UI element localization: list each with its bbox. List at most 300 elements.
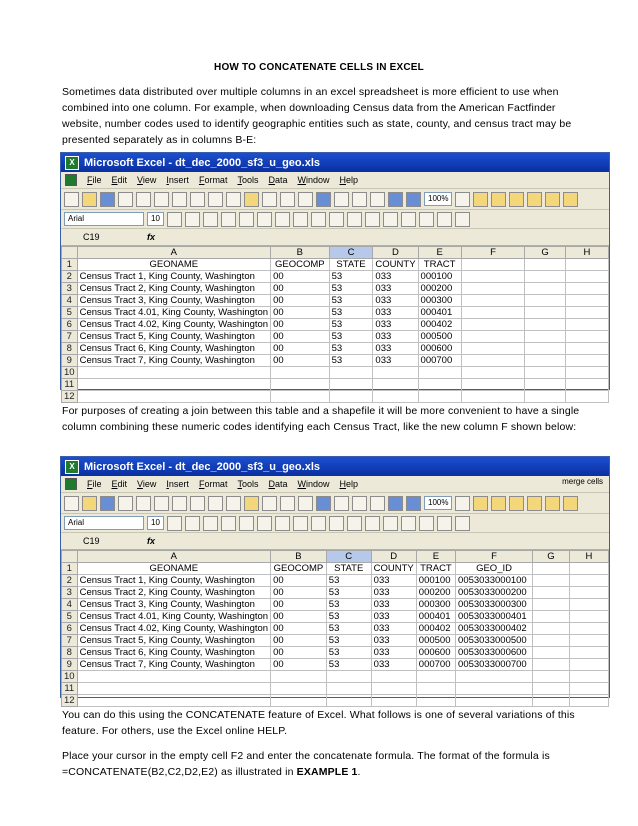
tract-cell[interactable]: 000600 — [418, 343, 461, 355]
menu-view[interactable]: View — [137, 175, 157, 185]
county-cell[interactable]: 033 — [371, 599, 416, 611]
empty-cell[interactable] — [533, 587, 570, 599]
help-icon[interactable] — [455, 192, 470, 207]
column-header-h[interactable]: H — [565, 247, 608, 259]
county-cell[interactable]: 033 — [371, 611, 416, 623]
row-header[interactable]: 1 — [62, 563, 78, 575]
empty-cell[interactable] — [525, 295, 566, 307]
increase-decimal-icon[interactable] — [347, 516, 362, 531]
geocomp-cell[interactable]: 00 — [271, 283, 330, 295]
tract-cell[interactable]: 000402 — [416, 623, 455, 635]
menu-help[interactable]: Help — [339, 175, 359, 185]
geocomp-cell[interactable]: 00 — [271, 331, 330, 343]
empty-cell[interactable] — [565, 283, 608, 295]
empty-cell[interactable] — [533, 635, 570, 647]
row-header[interactable]: 6 — [62, 623, 78, 635]
empty-cell[interactable] — [416, 683, 455, 695]
new-icon[interactable] — [64, 496, 79, 511]
geoname-cell[interactable]: Census Tract 1, King County, Washington — [77, 575, 271, 587]
save-icon[interactable] — [100, 192, 115, 207]
select-all-corner[interactable] — [62, 247, 78, 259]
state-cell[interactable]: 53 — [329, 283, 373, 295]
comma-icon[interactable] — [329, 516, 344, 531]
folder-icon[interactable] — [563, 496, 578, 511]
geocomp-cell[interactable]: 00 — [271, 575, 327, 587]
chart-wizard-icon[interactable] — [388, 496, 403, 511]
row-header[interactable]: 2 — [62, 575, 78, 587]
state-cell[interactable]: 53 — [329, 331, 373, 343]
geoname-cell[interactable]: Census Tract 4.02, King County, Washington — [77, 623, 271, 635]
save-icon[interactable] — [100, 496, 115, 511]
print-icon[interactable] — [154, 496, 169, 511]
autosum-icon[interactable] — [334, 496, 349, 511]
column-header-h[interactable]: H — [569, 551, 608, 563]
column-title-cell[interactable]: GEO_ID — [456, 563, 533, 575]
empty-cell[interactable] — [271, 695, 327, 707]
empty-cell[interactable] — [565, 331, 608, 343]
empty-cell[interactable] — [525, 355, 566, 367]
increase-decimal-icon[interactable] — [347, 212, 362, 227]
empty-cell[interactable] — [461, 355, 525, 367]
font-size-select[interactable]: 10 — [147, 516, 164, 530]
geo-id-cell[interactable]: 0053033000401 — [456, 611, 533, 623]
geo-id-cell[interactable]: 0053033000700 — [456, 659, 533, 671]
menu-help[interactable]: Help — [339, 479, 359, 489]
empty-cell[interactable] — [525, 379, 566, 391]
empty-cell[interactable] — [461, 343, 525, 355]
county-cell[interactable]: 033 — [373, 283, 418, 295]
column-header-d[interactable]: D — [373, 247, 418, 259]
borders-icon[interactable] — [419, 212, 434, 227]
empty-cell[interactable] — [533, 683, 570, 695]
select-all-corner[interactable] — [62, 551, 78, 563]
row-header[interactable]: 2 — [62, 271, 78, 283]
state-cell[interactable]: 53 — [326, 599, 371, 611]
geoname-cell[interactable]: Census Tract 3, King County, Washington — [77, 599, 271, 611]
county-cell[interactable]: 033 — [371, 575, 416, 587]
empty-cell[interactable] — [271, 379, 330, 391]
column-header-d[interactable]: D — [371, 551, 416, 563]
open-icon[interactable] — [82, 496, 97, 511]
empty-cell[interactable] — [77, 391, 271, 403]
empty-cell[interactable] — [461, 391, 525, 403]
tract-cell[interactable]: 000200 — [418, 283, 461, 295]
menu-file[interactable]: File — [87, 175, 102, 185]
empty-cell[interactable] — [456, 671, 533, 683]
spelling-icon[interactable] — [190, 496, 205, 511]
geoname-cell[interactable]: Census Tract 7, King County, Washington — [77, 355, 271, 367]
row-header[interactable]: 4 — [62, 599, 78, 611]
empty-cell[interactable] — [418, 391, 461, 403]
folder-icon[interactable] — [509, 192, 524, 207]
geo-id-cell[interactable]: 0053033000402 — [456, 623, 533, 635]
state-cell[interactable]: 53 — [326, 611, 371, 623]
empty-cell[interactable] — [418, 367, 461, 379]
empty-cell[interactable] — [329, 379, 373, 391]
format-painter-icon[interactable] — [262, 192, 277, 207]
county-cell[interactable]: 033 — [371, 647, 416, 659]
geoname-cell[interactable]: Census Tract 3, King County, Washington — [77, 295, 271, 307]
geocomp-cell[interactable]: 00 — [271, 271, 330, 283]
empty-cell[interactable] — [569, 659, 608, 671]
state-cell[interactable]: 53 — [329, 319, 373, 331]
empty-cell[interactable] — [329, 367, 373, 379]
fx-icon[interactable]: fx — [147, 232, 156, 242]
geocomp-cell[interactable]: 00 — [271, 623, 327, 635]
decrease-decimal-icon[interactable] — [365, 212, 380, 227]
state-cell[interactable]: 53 — [326, 635, 371, 647]
copy-icon[interactable] — [226, 496, 241, 511]
tract-cell[interactable]: 000300 — [416, 599, 455, 611]
zoom-select[interactable]: 100% — [424, 192, 452, 206]
row-header[interactable]: 8 — [62, 647, 78, 659]
decrease-indent-icon[interactable] — [383, 516, 398, 531]
underline-icon[interactable] — [203, 212, 218, 227]
folder-icon[interactable] — [473, 496, 488, 511]
county-cell[interactable]: 033 — [371, 659, 416, 671]
menu-format[interactable]: Format — [198, 479, 228, 489]
geoname-cell[interactable]: Census Tract 5, King County, Washington — [77, 635, 271, 647]
geocomp-cell[interactable]: 00 — [271, 355, 330, 367]
menu-window[interactable]: Window — [297, 175, 330, 185]
column-header-g[interactable]: G — [525, 247, 566, 259]
font-color-icon[interactable] — [455, 516, 470, 531]
tract-cell[interactable]: 000100 — [416, 575, 455, 587]
empty-cell[interactable] — [461, 379, 525, 391]
italic-icon[interactable] — [185, 516, 200, 531]
empty-cell[interactable] — [533, 695, 570, 707]
row-header[interactable]: 11 — [62, 379, 78, 391]
percent-icon[interactable] — [311, 212, 326, 227]
empty-cell[interactable] — [461, 319, 525, 331]
empty-cell[interactable] — [326, 671, 371, 683]
empty-cell[interactable] — [77, 695, 271, 707]
folder-icon[interactable] — [491, 192, 506, 207]
bold-icon[interactable] — [167, 516, 182, 531]
tract-cell[interactable]: 000401 — [418, 307, 461, 319]
column-title-cell[interactable]: COUNTY — [373, 259, 418, 271]
geo-id-cell[interactable]: 0053033000600 — [456, 647, 533, 659]
email-icon[interactable] — [136, 192, 151, 207]
menu-edit[interactable]: Edit — [111, 175, 128, 185]
county-cell[interactable]: 033 — [373, 307, 418, 319]
paste-icon[interactable] — [244, 192, 259, 207]
row-header[interactable]: 9 — [62, 659, 78, 671]
county-cell[interactable]: 033 — [373, 295, 418, 307]
empty-cell[interactable] — [525, 367, 566, 379]
empty-cell[interactable] — [569, 575, 608, 587]
empty-cell[interactable] — [565, 271, 608, 283]
fill-color-icon[interactable] — [437, 516, 452, 531]
empty-cell[interactable] — [533, 575, 570, 587]
print-preview-icon[interactable] — [172, 192, 187, 207]
cut-icon[interactable] — [208, 192, 223, 207]
help-icon[interactable] — [455, 496, 470, 511]
menu-insert[interactable]: Insert — [166, 479, 189, 489]
empty-cell[interactable] — [569, 563, 608, 575]
geocomp-cell[interactable]: 00 — [271, 343, 330, 355]
empty-cell[interactable] — [525, 283, 566, 295]
column-title-cell[interactable]: STATE — [326, 563, 371, 575]
open-icon[interactable] — [82, 192, 97, 207]
permission-icon[interactable] — [118, 496, 133, 511]
empty-cell[interactable] — [456, 683, 533, 695]
geo-id-cell[interactable]: 0053033000500 — [456, 635, 533, 647]
column-title-cell[interactable]: STATE — [329, 259, 373, 271]
font-size-select[interactable]: 10 — [147, 212, 164, 226]
row-header[interactable]: 12 — [62, 391, 78, 403]
menu-view[interactable]: View — [137, 479, 157, 489]
row-header[interactable]: 1 — [62, 259, 78, 271]
tract-cell[interactable]: 000500 — [418, 331, 461, 343]
menu-tools[interactable]: Tools — [237, 479, 259, 489]
paste-icon[interactable] — [244, 496, 259, 511]
empty-cell[interactable] — [533, 671, 570, 683]
tract-cell[interactable]: 000401 — [416, 611, 455, 623]
state-cell[interactable]: 53 — [329, 343, 373, 355]
comma-icon[interactable] — [329, 212, 344, 227]
column-header-b[interactable]: B — [271, 551, 327, 563]
empty-cell[interactable] — [565, 307, 608, 319]
empty-cell[interactable] — [565, 391, 608, 403]
merge-center-icon[interactable] — [275, 212, 290, 227]
empty-cell[interactable] — [77, 367, 271, 379]
county-cell[interactable]: 033 — [373, 343, 418, 355]
empty-cell[interactable] — [271, 391, 330, 403]
empty-cell[interactable] — [418, 379, 461, 391]
empty-cell[interactable] — [569, 647, 608, 659]
empty-cell[interactable] — [373, 367, 418, 379]
empty-cell[interactable] — [271, 367, 330, 379]
menu-file[interactable]: File — [87, 479, 102, 489]
empty-cell[interactable] — [569, 695, 608, 707]
hyperlink-icon[interactable] — [316, 192, 331, 207]
tract-cell[interactable]: 000100 — [418, 271, 461, 283]
row-header[interactable]: 6 — [62, 319, 78, 331]
empty-cell[interactable] — [565, 259, 608, 271]
empty-cell[interactable] — [371, 671, 416, 683]
folder-icon[interactable] — [473, 192, 488, 207]
geoname-cell[interactable]: Census Tract 6, King County, Washington — [77, 343, 271, 355]
menu-edit[interactable]: Edit — [111, 479, 128, 489]
empty-cell[interactable] — [569, 671, 608, 683]
geoname-cell[interactable]: Census Tract 2, King County, Washington — [77, 283, 271, 295]
empty-cell[interactable] — [565, 367, 608, 379]
tract-cell[interactable]: 000500 — [416, 635, 455, 647]
county-cell[interactable]: 033 — [373, 319, 418, 331]
empty-cell[interactable] — [461, 367, 525, 379]
empty-cell[interactable] — [525, 307, 566, 319]
empty-cell[interactable] — [271, 671, 327, 683]
empty-cell[interactable] — [371, 683, 416, 695]
help-question-box[interactable]: merge cells — [562, 477, 603, 486]
empty-cell[interactable] — [373, 379, 418, 391]
empty-cell[interactable] — [569, 635, 608, 647]
name-box[interactable]: C19 — [83, 232, 100, 242]
empty-cell[interactable] — [77, 683, 271, 695]
chart-wizard-icon[interactable] — [388, 192, 403, 207]
geoname-cell[interactable]: Census Tract 7, King County, Washington — [77, 659, 271, 671]
empty-cell[interactable] — [461, 331, 525, 343]
undo-icon[interactable] — [280, 496, 295, 511]
empty-cell[interactable] — [565, 295, 608, 307]
empty-cell[interactable] — [461, 307, 525, 319]
tract-cell[interactable]: 000700 — [416, 659, 455, 671]
state-cell[interactable]: 53 — [326, 575, 371, 587]
fill-color-icon[interactable] — [437, 212, 452, 227]
empty-cell[interactable] — [533, 563, 570, 575]
geoname-cell[interactable]: Census Tract 4.02, King County, Washington — [77, 319, 271, 331]
menu-tools[interactable]: Tools — [237, 175, 259, 185]
column-title-cell[interactable]: TRACT — [418, 259, 461, 271]
row-header[interactable]: 3 — [62, 283, 78, 295]
column-header-f[interactable]: F — [461, 247, 525, 259]
column-header-a[interactable]: A — [77, 247, 271, 259]
county-cell[interactable]: 033 — [371, 587, 416, 599]
geocomp-cell[interactable]: 00 — [271, 659, 327, 671]
cut-icon[interactable] — [208, 496, 223, 511]
empty-cell[interactable] — [416, 671, 455, 683]
percent-icon[interactable] — [311, 516, 326, 531]
folder-icon[interactable] — [545, 192, 560, 207]
row-header[interactable]: 7 — [62, 635, 78, 647]
sort-descending-icon[interactable] — [370, 192, 385, 207]
folder-icon[interactable] — [545, 496, 560, 511]
sort-descending-icon[interactable] — [370, 496, 385, 511]
menu-data[interactable]: Data — [268, 479, 288, 489]
italic-icon[interactable] — [185, 212, 200, 227]
align-center-icon[interactable] — [239, 212, 254, 227]
menu-format[interactable]: Format — [198, 175, 228, 185]
county-cell[interactable]: 033 — [373, 355, 418, 367]
empty-cell[interactable] — [533, 611, 570, 623]
redo-icon[interactable] — [298, 192, 313, 207]
increase-indent-icon[interactable] — [401, 516, 416, 531]
empty-cell[interactable] — [373, 391, 418, 403]
column-header-c[interactable]: C — [326, 551, 371, 563]
align-right-icon[interactable] — [257, 212, 272, 227]
folder-icon[interactable] — [509, 496, 524, 511]
empty-cell[interactable] — [525, 331, 566, 343]
empty-cell[interactable] — [329, 391, 373, 403]
row-header[interactable]: 8 — [62, 343, 78, 355]
row-header[interactable]: 10 — [62, 671, 78, 683]
empty-cell[interactable] — [456, 695, 533, 707]
row-header[interactable]: 12 — [62, 695, 78, 707]
county-cell[interactable]: 033 — [371, 623, 416, 635]
geoname-cell[interactable]: Census Tract 1, King County, Washington — [77, 271, 271, 283]
column-header-c[interactable]: C — [329, 247, 373, 259]
empty-cell[interactable] — [533, 659, 570, 671]
empty-cell[interactable] — [533, 647, 570, 659]
geocomp-cell[interactable]: 00 — [271, 295, 330, 307]
geoname-cell[interactable]: Census Tract 4.01, King County, Washington — [77, 307, 271, 319]
column-header-g[interactable]: G — [533, 551, 570, 563]
name-box[interactable]: C19 — [83, 536, 100, 546]
empty-cell[interactable] — [271, 683, 327, 695]
column-header-e[interactable]: E — [416, 551, 455, 563]
empty-cell[interactable] — [326, 695, 371, 707]
column-title-cell[interactable]: GEOCOMP — [271, 563, 327, 575]
column-title-cell[interactable]: GEOCOMP — [271, 259, 330, 271]
geocomp-cell[interactable]: 00 — [271, 319, 330, 331]
empty-cell[interactable] — [565, 355, 608, 367]
row-header[interactable]: 4 — [62, 295, 78, 307]
row-header[interactable]: 3 — [62, 587, 78, 599]
drawing-icon[interactable] — [406, 496, 421, 511]
bold-icon[interactable] — [167, 212, 182, 227]
increase-indent-icon[interactable] — [401, 212, 416, 227]
tract-cell[interactable]: 000300 — [418, 295, 461, 307]
menu-data[interactable]: Data — [268, 175, 288, 185]
empty-cell[interactable] — [525, 319, 566, 331]
tract-cell[interactable]: 000402 — [418, 319, 461, 331]
empty-cell[interactable] — [569, 683, 608, 695]
decrease-decimal-icon[interactable] — [365, 516, 380, 531]
empty-cell[interactable] — [461, 259, 525, 271]
geocomp-cell[interactable]: 00 — [271, 307, 330, 319]
email-icon[interactable] — [136, 496, 151, 511]
underline-icon[interactable] — [203, 516, 218, 531]
empty-cell[interactable] — [461, 271, 525, 283]
drawing-icon[interactable] — [406, 192, 421, 207]
tract-cell[interactable]: 000700 — [418, 355, 461, 367]
empty-cell[interactable] — [565, 319, 608, 331]
folder-icon[interactable] — [563, 192, 578, 207]
redo-icon[interactable] — [298, 496, 313, 511]
currency-icon[interactable] — [293, 212, 308, 227]
empty-cell[interactable] — [565, 379, 608, 391]
column-title-cell[interactable]: COUNTY — [371, 563, 416, 575]
column-header-f[interactable]: F — [456, 551, 533, 563]
column-header-a[interactable]: A — [77, 551, 271, 563]
empty-cell[interactable] — [525, 391, 566, 403]
state-cell[interactable]: 53 — [329, 355, 373, 367]
fx-icon[interactable]: fx — [147, 536, 156, 546]
menu-insert[interactable]: Insert — [166, 175, 189, 185]
empty-cell[interactable] — [416, 695, 455, 707]
geocomp-cell[interactable]: 00 — [271, 599, 327, 611]
folder-icon[interactable] — [491, 496, 506, 511]
decrease-indent-icon[interactable] — [383, 212, 398, 227]
row-header[interactable]: 10 — [62, 367, 78, 379]
empty-cell[interactable] — [461, 283, 525, 295]
geocomp-cell[interactable]: 00 — [271, 635, 327, 647]
tract-cell[interactable]: 000200 — [416, 587, 455, 599]
currency-icon[interactable] — [293, 516, 308, 531]
folder-icon[interactable] — [527, 192, 542, 207]
spelling-icon[interactable] — [190, 192, 205, 207]
empty-cell[interactable] — [533, 623, 570, 635]
undo-icon[interactable] — [280, 192, 295, 207]
empty-cell[interactable] — [77, 671, 271, 683]
empty-cell[interactable] — [525, 259, 566, 271]
copy-icon[interactable] — [226, 192, 241, 207]
state-cell[interactable]: 53 — [326, 647, 371, 659]
sort-ascending-icon[interactable] — [352, 192, 367, 207]
geoname-cell[interactable]: Census Tract 2, King County, Washington — [77, 587, 271, 599]
empty-cell[interactable] — [569, 611, 608, 623]
row-header[interactable]: 11 — [62, 683, 78, 695]
font-select[interactable]: Arial — [64, 212, 144, 226]
geocomp-cell[interactable]: 00 — [271, 611, 327, 623]
geo-id-cell[interactable]: 0053033000100 — [456, 575, 533, 587]
empty-cell[interactable] — [569, 587, 608, 599]
empty-cell[interactable] — [569, 623, 608, 635]
empty-cell[interactable] — [326, 683, 371, 695]
autosum-icon[interactable] — [334, 192, 349, 207]
column-header-e[interactable]: E — [418, 247, 461, 259]
